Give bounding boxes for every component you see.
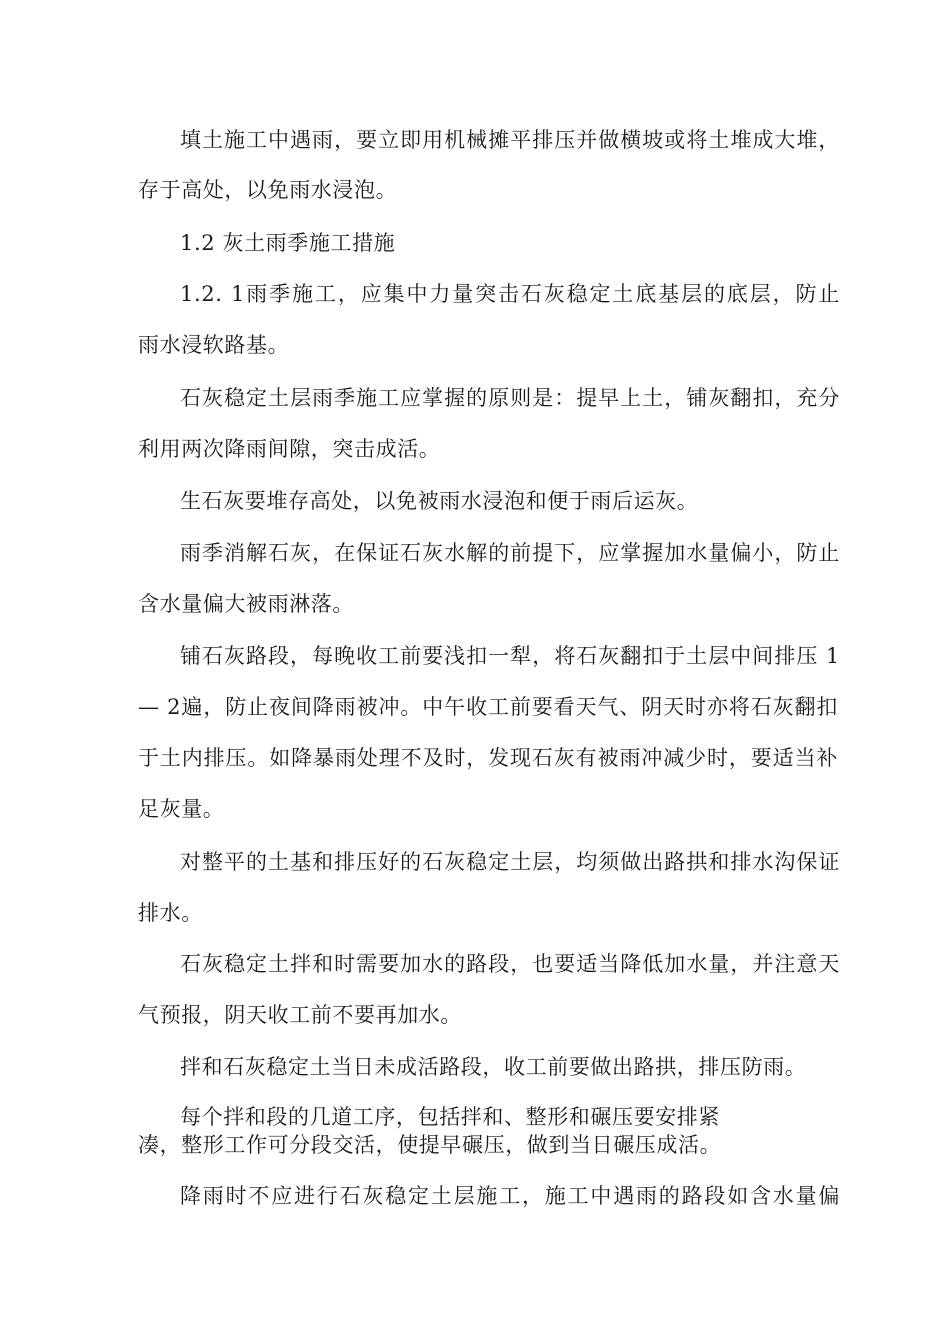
paragraph-line: 铺石灰路段，每晚收工前要浅扣一犁，将石灰翻扣于土层中间排压 1 bbox=[180, 644, 840, 668]
paragraph-line: 气预报，阴天收工前不要再加水。 bbox=[138, 1003, 462, 1027]
paragraph-line: 利用两次降雨间隙，突击成活。 bbox=[138, 437, 441, 461]
paragraph-line: 雨水浸软路基。 bbox=[138, 333, 290, 357]
paragraph-line: 存于高处，以免雨水浸泡。 bbox=[138, 178, 398, 202]
paragraph-line: 足灰量。 bbox=[138, 797, 225, 821]
paragraph-line: 石灰稳定土拌和时需要加水的路段，也要适当降低加水量，并注意天 bbox=[180, 952, 840, 976]
paragraph-line: — 2遍，防止夜间降雨被冲。中午收工前要看天气、阴天时亦将石灰翻扣 bbox=[138, 695, 838, 719]
paragraph-line: 生石灰要堆存高处，以免被雨水浸泡和便于雨后运灰。 bbox=[180, 489, 699, 513]
paragraph-line: 填土施工中遇雨，要立即用机械摊平排压并做横坡或将土堆成大堆， bbox=[180, 128, 840, 152]
paragraph-line: 1.2. 1雨季施工，应集中力量突击石灰稳定土底基层的底层，防止 bbox=[180, 282, 840, 306]
paragraph-line: 于土内排压。如降暴雨处理不及时，发现石灰有被雨冲减少时，要适当补 bbox=[138, 746, 838, 770]
paragraph-line: 雨季消解石灰，在保证石灰水解的前提下，应掌握加水量偏小，防止 bbox=[180, 541, 840, 565]
paragraph-line: 拌和石灰稳定土当日未成活路段，收工前要做出路拱，排压防雨。 bbox=[180, 1055, 807, 1079]
paragraph-line: 每个拌和段的几道工序，包括拌和、整形和碾压要安排紧 bbox=[180, 1105, 720, 1129]
paragraph-line: 含水量偏大被雨淋落。 bbox=[138, 592, 354, 616]
paragraph-line: 降雨时不应进行石灰稳定土层施工，施工中遇雨的路段如含水量偏 bbox=[180, 1184, 840, 1208]
paragraph-line: 凑，整形工作可分段交活，使提早碾压，做到当日碾压成活。 bbox=[138, 1133, 722, 1157]
section-heading: 1.2 灰土雨季施工措施 bbox=[180, 231, 396, 255]
paragraph-line: 排水。 bbox=[138, 901, 203, 925]
paragraph-line: 石灰稳定土层雨季施工应掌握的原则是：提早上土，铺灰翻扣，充分 bbox=[180, 386, 840, 410]
paragraph-line: 对整平的土基和排压好的石灰稳定土层，均须做出路拱和排水沟保证 bbox=[180, 850, 840, 874]
